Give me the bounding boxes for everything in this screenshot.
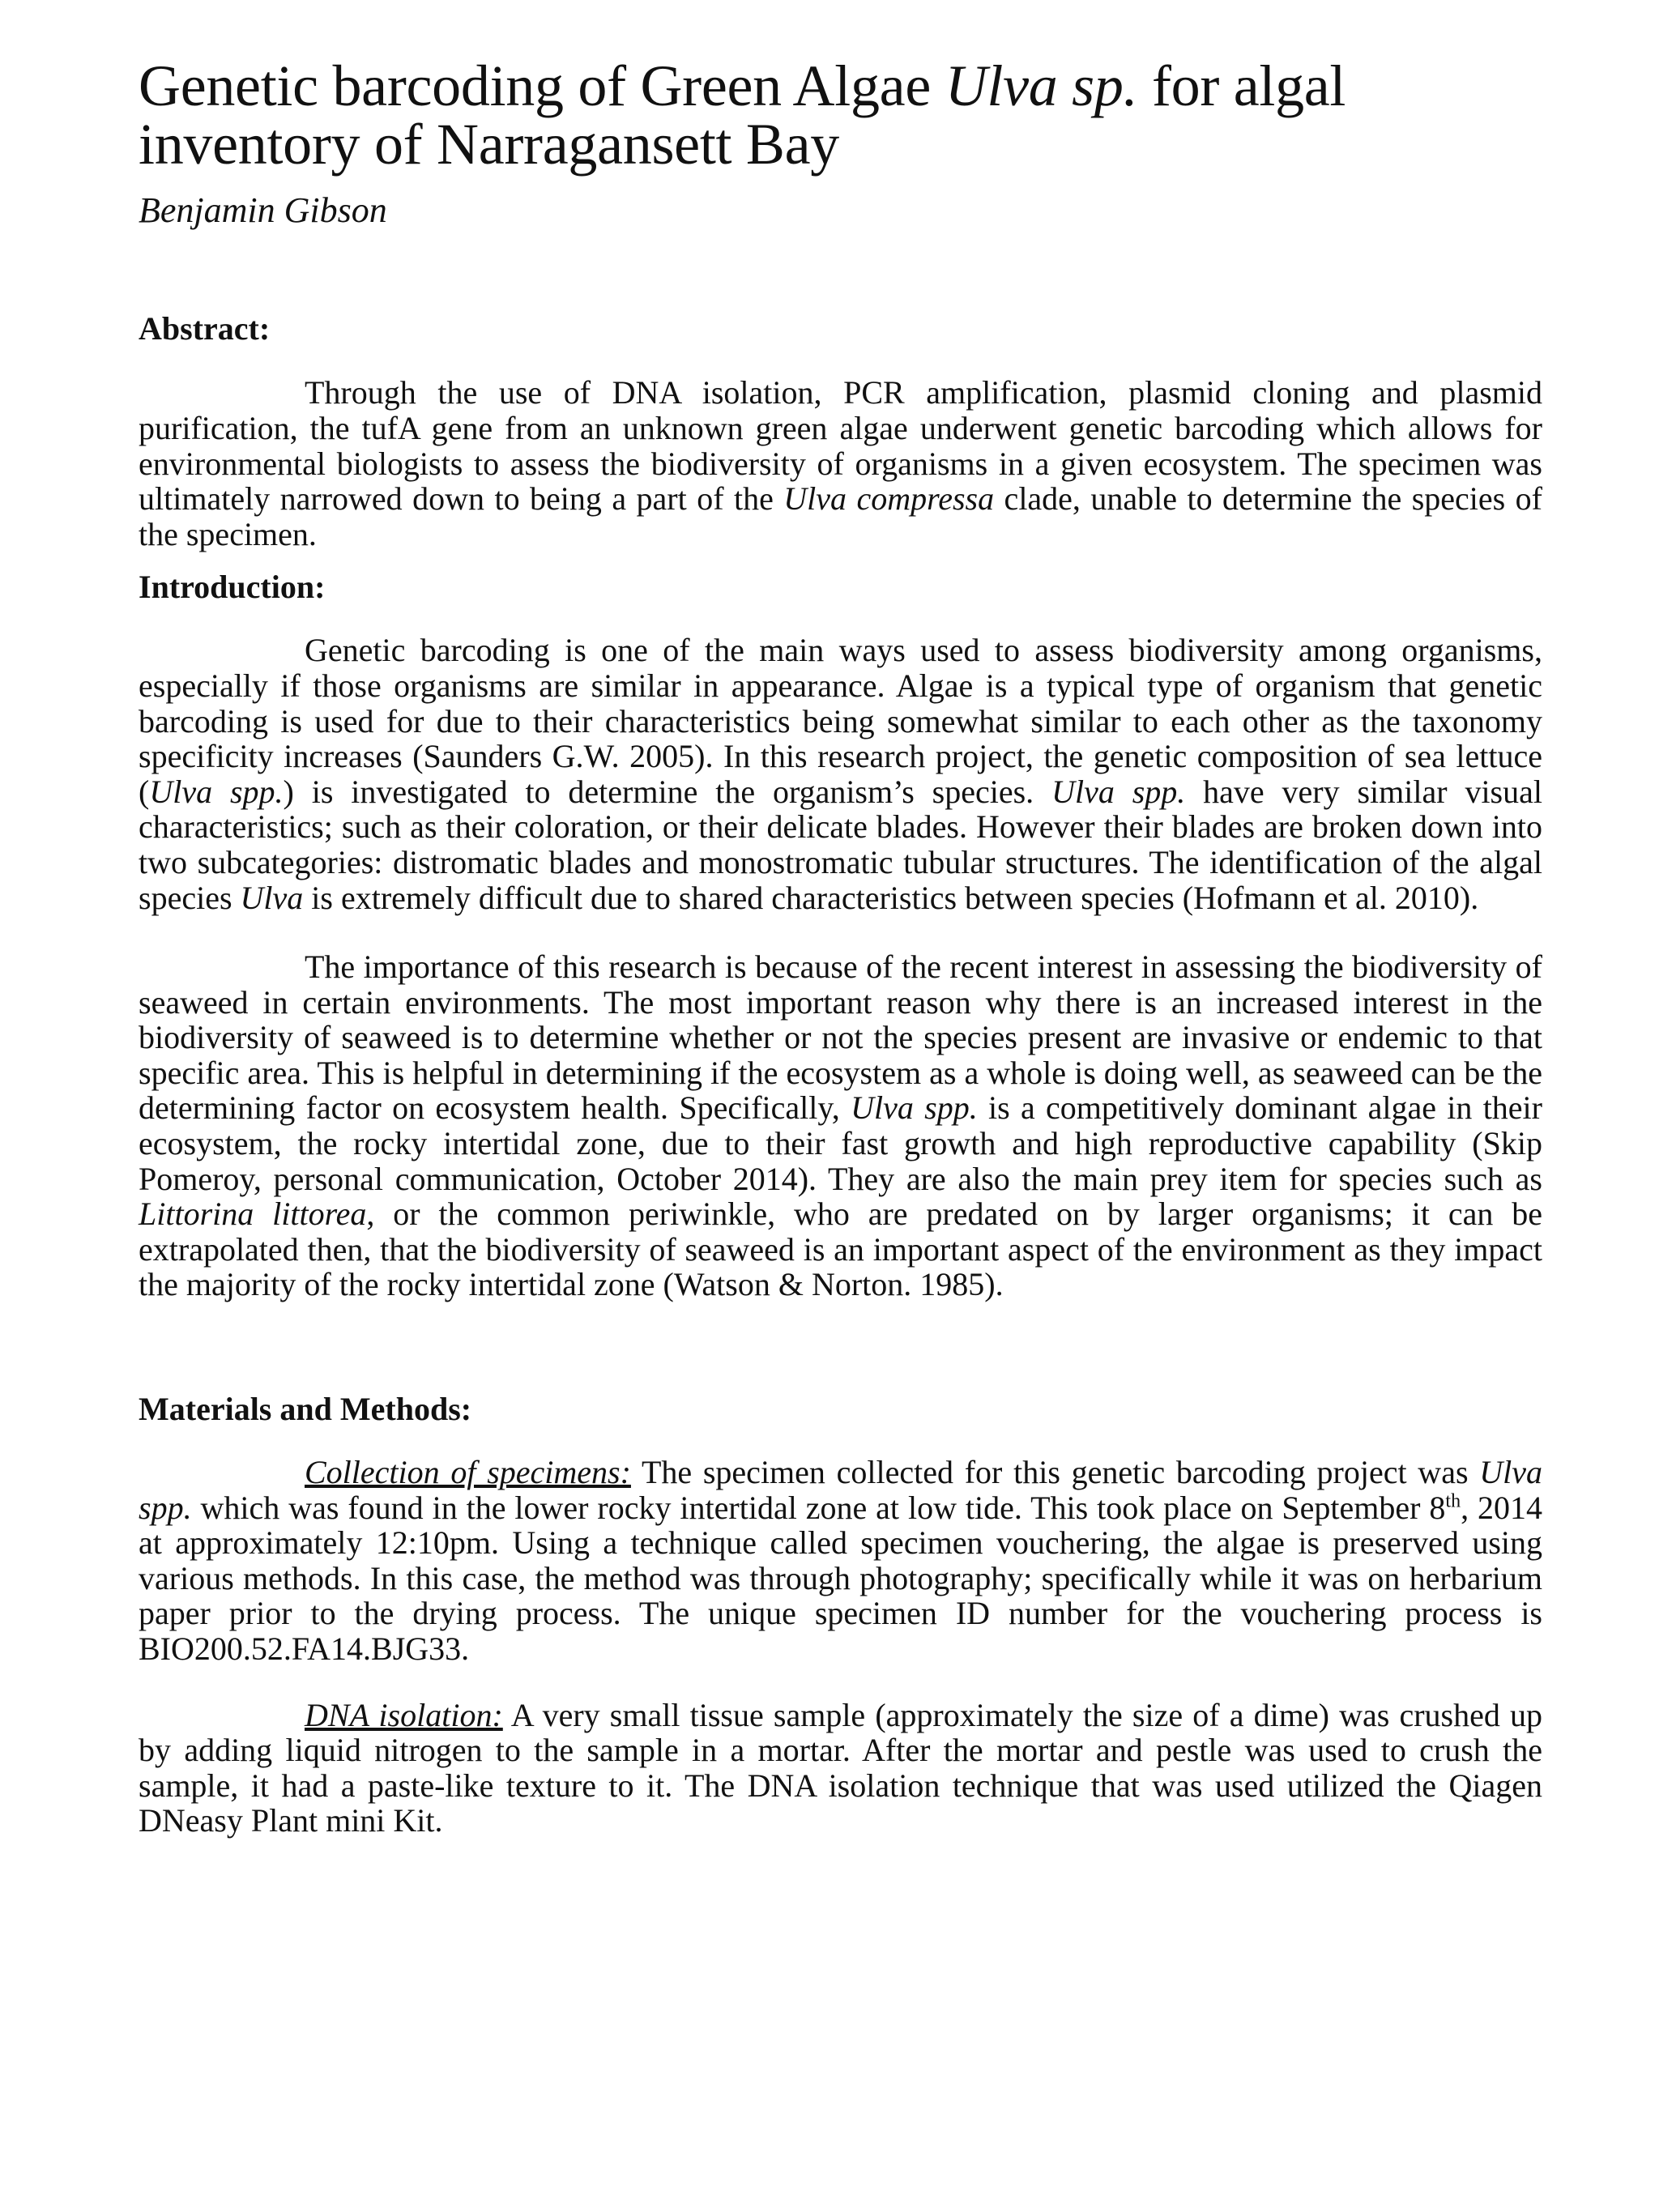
methods-p1-text-2: which was found in the lower rocky intertidal zone at low tide. This took place on September 8 bbox=[191, 1489, 1446, 1526]
methods-p1-superscript: th bbox=[1445, 1490, 1461, 1512]
paper-page bbox=[139, 53, 1543, 1839]
intro-p1-italic-2: Ulva spp. bbox=[1051, 773, 1186, 810]
title-text-1: Genetic barcoding of Green Algae bbox=[139, 53, 945, 118]
abstract-paragraph bbox=[139, 375, 1542, 552]
methods-p1-text-3: , 2014 at approximately 12:10pm. Using a technique called specimen vouchering, the algae is preserved using various methods. In this case, the method was through photography; specifically while it was on herbarium paper prior to the drying process. The unique specimen ID number for the vouchering process is BIO200.52.FA14.BJG33. bbox=[139, 1489, 1543, 1668]
intro-p2-italic-1: Ulva spp. bbox=[851, 1089, 978, 1127]
methods-p1-italic-1: Ulva spp. bbox=[139, 1454, 1543, 1526]
intro-p1-text-3: have very similar visual characteristics; such as their coloration, or their delicate blades. However their blades are broken down into two subcategories: distromatic blades and monostromatic tubular structures. The identification of the algal species bbox=[139, 773, 1542, 916]
abstract-text-2: clade, unable to determine the species of the specimen. bbox=[139, 480, 1542, 552]
introduction-paragraph-2 bbox=[139, 949, 1542, 1302]
methods-paragraph-dna-isolation bbox=[139, 1698, 1542, 1839]
methods-collection-label: Collection of specimens: bbox=[305, 1454, 631, 1491]
abstract-heading: Abstract: bbox=[139, 310, 271, 347]
title-text-line-2: inventory of Narragansett Bay bbox=[139, 112, 840, 177]
abstract-italic-1: Ulva compressa bbox=[783, 480, 995, 518]
intro-p2-text-2: is a competitively dominant algae in their ecosystem, the rocky intertidal zone, due to their fast growth and high reproductive capability (Skip Pomeroy, personal communication, October 2014). They are also the main prey item for species such as bbox=[139, 1089, 1542, 1197]
intro-p2-text-1: The importance of this research is because of the recent interest in assessing the biodiversity of seaweed in certain environments. The most important reason why there is an increased interest in the biodiversity of seaweed is to determine whether or not the species present are invasive or endemic to that specific area. This is helpful in determining if the ecosystem as a whole is doing well, as seaweed can be the determining factor on ecosystem health. Specifically, bbox=[139, 948, 1542, 1127]
methods-heading: Materials and Methods: bbox=[139, 1391, 472, 1428]
methods-p1-text-1: The specimen collected for this genetic barcoding project was bbox=[630, 1454, 1480, 1491]
title-text-2: for algal bbox=[1137, 53, 1346, 118]
methods-p2-text-1: A very small tissue sample (approximately the size of a dime) was crushed up by adding liquid nitrogen to the sample in a mortar. After the mortar and pestle was used to crush the sample, it had a paste-like texture to it. The DNA isolation technique that was used utilized the Qiagen DNeasy Plant mini Kit. bbox=[139, 1696, 1542, 1839]
intro-p1-text-4: is extremely difficult due to shared characteristics between species (Hofmann et al. 2010). bbox=[303, 879, 1479, 916]
abstract-text-1: Through the use of DNA isolation, PCR amplification, plasmid cloning and plasmid purification, the tufA gene from an unknown green algae underwent genetic barcoding which allows for environmental biologists to assess the biodiversity of organisms in a given ecosystem. The specimen was ultimately narrowed down to being a part of the bbox=[139, 374, 1542, 518]
intro-p2-italic-2: Littorina littorea bbox=[139, 1196, 367, 1233]
introduction-heading: Introduction: bbox=[139, 569, 326, 606]
intro-p1-text-1: Genetic barcoding is one of the main ways used to assess biodiversity among organisms, especially if those organisms are similar in appearance. Algae is a typical type of organism that genetic barcoding is used for due to their characteristics being somewhat similar to each other as the taxonomy specificity increases (Saunders G.W. 2005). In this research project, the genetic composition of sea lettuce ( bbox=[139, 632, 1542, 810]
introduction-paragraph-1 bbox=[139, 633, 1542, 915]
intro-p1-italic-3: Ulva bbox=[240, 879, 304, 916]
paper-title bbox=[139, 53, 1542, 177]
intro-p2-text-3: , or the common periwinkle, who are predated on by larger organisms; it can be extrapolated then, that the biodiversity of seaweed is an important aspect of the environment as they impact the majority of the rocky intertidal zone (Watson & Norton. 1985). bbox=[139, 1196, 1542, 1303]
intro-p1-text-2: ) is investigated to determine the organism’s species. bbox=[283, 773, 1052, 810]
author-name: Benjamin Gibson bbox=[139, 190, 387, 230]
methods-paragraph-collection bbox=[139, 1455, 1542, 1667]
methods-dna-isolation-label: DNA isolation: bbox=[305, 1696, 503, 1733]
title-italic-species: Ulva sp. bbox=[945, 53, 1138, 118]
intro-p1-italic-1: Ulva spp. bbox=[149, 773, 284, 810]
